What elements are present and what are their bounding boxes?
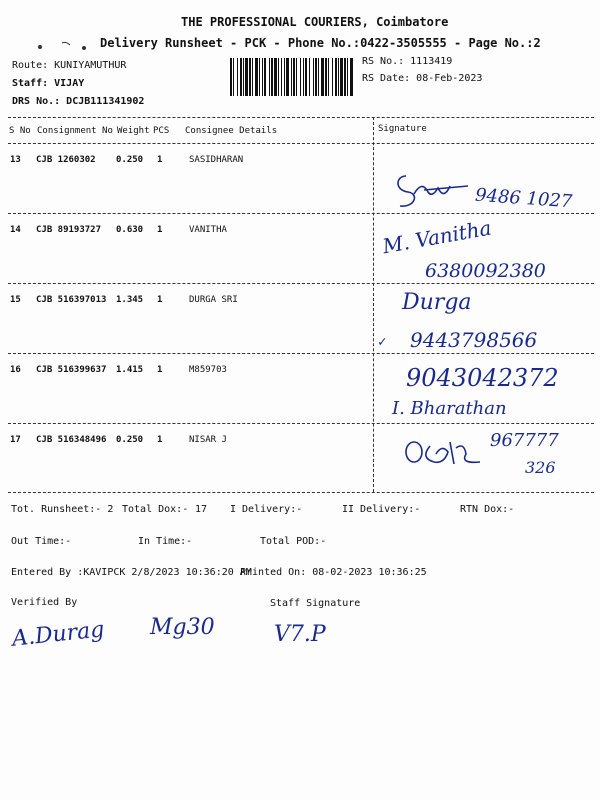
ii-delivery: II Delivery:- [342, 504, 421, 515]
runsheet-title: Delivery Runsheet - PCK - Phone No.:0422-3505555 - Page No.:2 [100, 36, 541, 50]
row-13-pcs: 1 [157, 155, 163, 165]
out-time: Out Time:- [11, 536, 72, 547]
row-14-weight: 0.630 [116, 225, 144, 235]
row-rule-14 [8, 283, 594, 284]
row-13-consignee: SASIDHARAN [189, 155, 244, 165]
row-15-consignee: DURGA SRI [189, 295, 238, 305]
row-13-phone: 9486 1027 [474, 184, 573, 213]
row-13-consignment: CJB 1260302 [36, 155, 96, 165]
row-13-weight: 0.250 [116, 155, 144, 165]
row-rule-15 [8, 353, 594, 354]
row-17-consignment: CJB 516348496 [36, 435, 107, 445]
staff-signature-label: Staff Signature [270, 598, 361, 609]
row-16-consignee: M859703 [189, 365, 227, 375]
col-signature: Signature [378, 124, 427, 134]
row-16-consignment: CJB 516399637 [36, 365, 107, 375]
row-15-tick-icon: ✓ [378, 334, 387, 350]
verified-by-label: Verified By [11, 597, 78, 608]
row-15-consignment: CJB 516397013 [36, 295, 107, 305]
row-14-signature-name: M. Vanitha [380, 215, 494, 259]
row-16-weight: 1.415 [116, 365, 144, 375]
tot-runsheet: Tot. Runsheet:- 2 [11, 504, 114, 515]
row-17-pcs: 1 [157, 435, 163, 445]
header-rule [8, 143, 594, 144]
row-16-sno: 16 [10, 365, 21, 375]
table-top-rule [8, 117, 594, 118]
total-dox-label: Total Dox:- [122, 504, 189, 515]
row-15-signature-name: Durga [402, 290, 472, 315]
drs-label: DRS No.: DCJB111341902 [12, 96, 145, 107]
company-title: THE PROFESSIONAL COURIERS, Coimbatore [181, 15, 449, 29]
row-14-consignment: CJB 89193727 [36, 225, 102, 235]
total-dox-value: 17 [195, 504, 208, 515]
row-14-consignee: VANITHA [189, 225, 227, 235]
staff-label: Staff: VIJAY [12, 78, 85, 89]
row-14-phone: 6380092380 [425, 260, 546, 282]
col-pcs: PCS [153, 126, 170, 136]
row-17-weight: 0.250 [116, 435, 144, 445]
row-15-sno: 15 [10, 295, 21, 305]
row-16-pcs: 1 [157, 365, 163, 375]
row-rule-16 [8, 423, 594, 424]
col-sno: S No [9, 126, 31, 136]
route-label: Route: KUNIYAMUTHUR [12, 60, 127, 71]
verified-signature: A.Durag [10, 617, 106, 652]
barcode [230, 58, 355, 98]
row-14-pcs: 1 [157, 225, 163, 235]
row-16-phone: 9043042372 [406, 364, 559, 392]
col-consignee: Consignee Details [185, 126, 278, 136]
row-17-phone-2: 326 [525, 458, 556, 477]
rtn-dox: RTN Dox:- [460, 504, 515, 515]
middle-signature: Mg30 [150, 615, 215, 640]
total-pod: Total POD:- [260, 536, 327, 547]
row-14-sno: 14 [10, 225, 21, 235]
i-delivery: I Delivery:- [230, 504, 303, 515]
col-consignment: Consignment No [37, 126, 113, 136]
smudge-mark-icon [36, 38, 96, 52]
row-17-signature-scribble [402, 436, 492, 470]
row-17-consignee: NISAR J [189, 435, 227, 445]
table-bottom-rule [8, 492, 594, 493]
printed-on: Printed On: 08-02-2023 10:36:25 [240, 567, 427, 578]
row-15-phone: 9443798566 [410, 328, 538, 352]
signature-column-rule [373, 117, 374, 492]
row-15-weight: 1.345 [116, 295, 144, 305]
staff-signature: V7.P [274, 622, 326, 647]
entered-by: Entered By :KAVIPCK 2/8/2023 10:36:20 AM [11, 567, 252, 578]
in-time: In Time:- [138, 536, 193, 547]
row-16-signature-name: I. Bharathan [392, 398, 507, 419]
rs-date: RS Date: 08-Feb-2023 [362, 73, 483, 84]
row-13-sno: 13 [10, 155, 21, 165]
rs-number: RS No.: 1113419 [362, 56, 453, 67]
row-13-signature-scribble [394, 168, 474, 218]
row-rule-13 [8, 213, 594, 214]
col-weight: Weight [117, 126, 150, 136]
row-17-phone-1: 967777 [490, 430, 559, 451]
row-17-sno: 17 [10, 435, 21, 445]
row-15-pcs: 1 [157, 295, 163, 305]
